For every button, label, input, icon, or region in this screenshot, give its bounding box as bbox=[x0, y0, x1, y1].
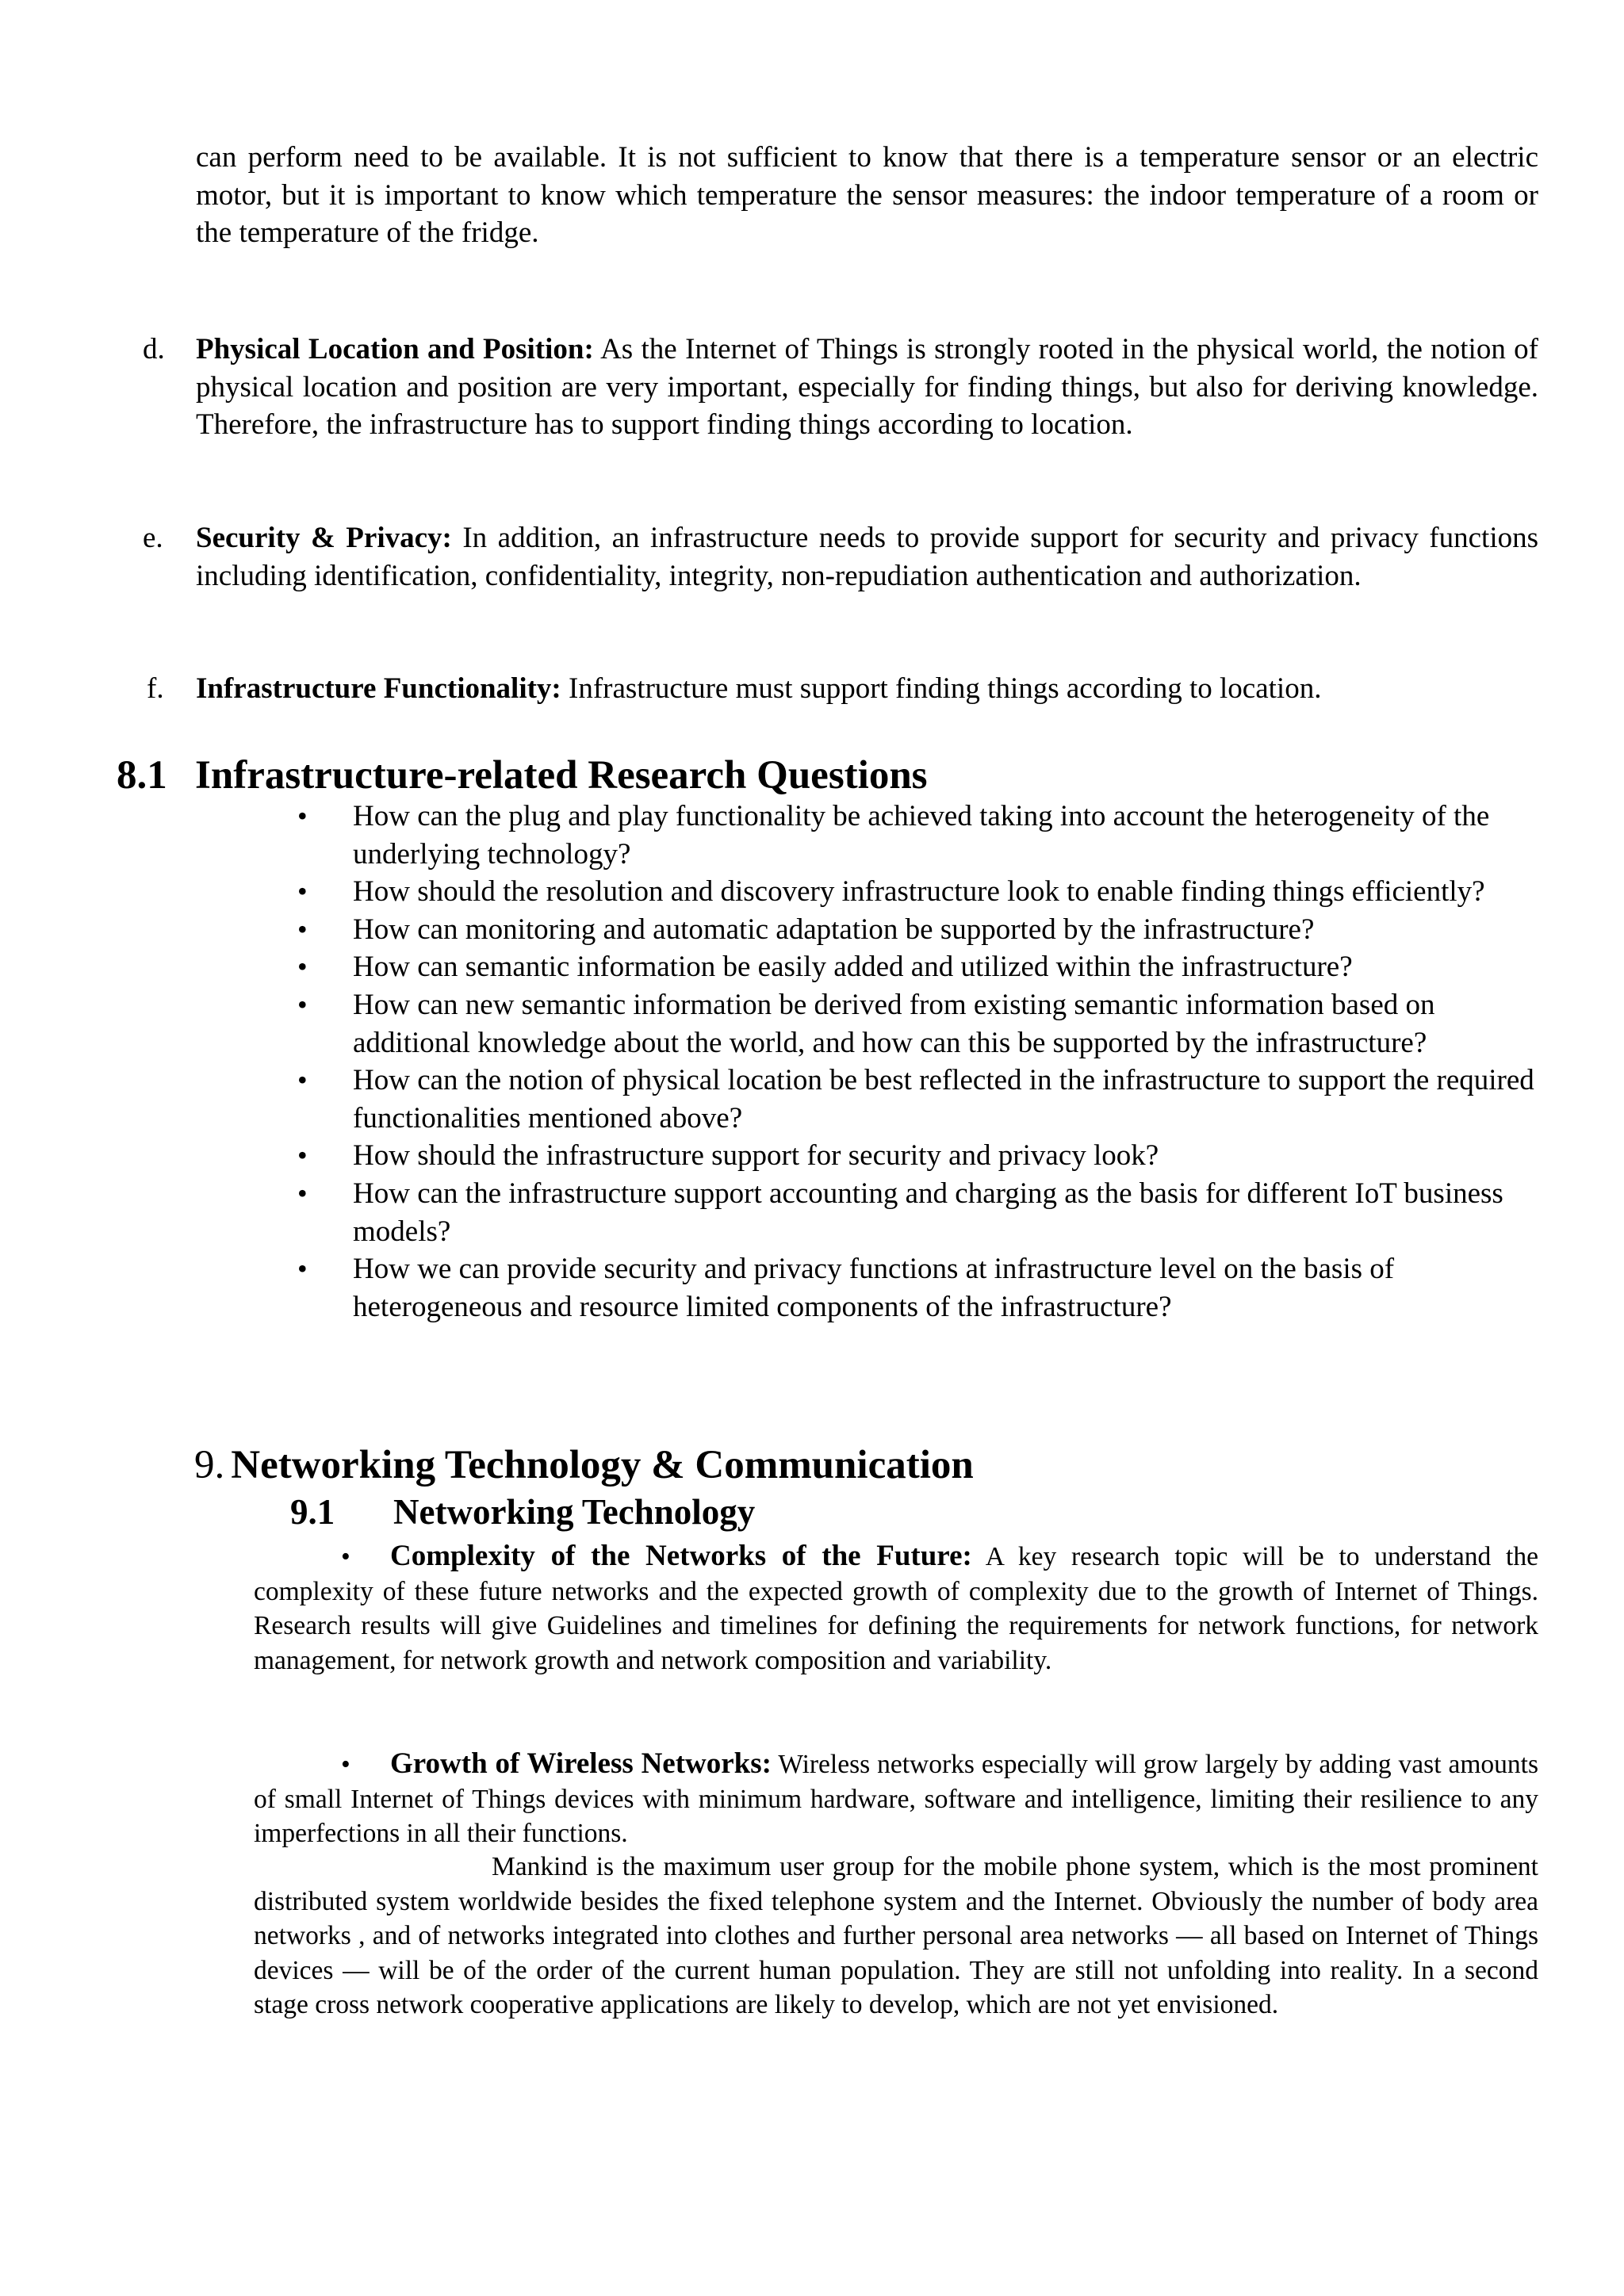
list-item: • How can monitoring and automatic adaptation be supported by the infrastructure? bbox=[353, 911, 1542, 949]
list-item: • How can the plug and play functionality be achieved taking into account the heterogeneity of the underlying technology? bbox=[353, 798, 1542, 873]
section-heading-9 bbox=[194, 1441, 974, 1489]
bullet-icon: • bbox=[297, 800, 308, 832]
bullet-icon: • bbox=[341, 1750, 350, 1779]
intro-text: can perform need to be available. It is not sufficient to know that there is a temperature sensor or an electric motor, but it is important to know which temperature the sensor measures: the indoor temperature of a room or the temperature of the fridge. bbox=[196, 141, 1538, 249]
section-number: 9. bbox=[194, 1443, 225, 1487]
list-item: • How should the resolution and discovery infrastructure look to enable finding things efficiently? bbox=[353, 873, 1542, 911]
bullet-icon: • bbox=[341, 1542, 350, 1571]
section-number: 8.1 bbox=[117, 753, 167, 798]
item-title: Growth of Wireless Networks: bbox=[390, 1747, 772, 1780]
networking-item bbox=[254, 1539, 1538, 1678]
intro-paragraph bbox=[196, 139, 1538, 252]
bullet-icon: • bbox=[297, 1139, 308, 1172]
section-heading-9-1 bbox=[290, 1490, 1004, 1533]
bullet-icon: • bbox=[297, 1253, 308, 1285]
requirement-body: Infrastructure must support finding things according to location. bbox=[569, 672, 1322, 705]
bullet-icon: • bbox=[297, 913, 308, 945]
list-item: • How can the infrastructure support accounting and charging as the basis for different IoT business models? bbox=[353, 1175, 1542, 1250]
list-item: • How should the infrastructure support for security and privacy look? bbox=[353, 1137, 1542, 1175]
bullet-icon: • bbox=[297, 988, 308, 1020]
requirement-title: Infrastructure Functionality: bbox=[196, 672, 561, 705]
requirement-title: Security & Privacy: bbox=[196, 522, 452, 554]
item-body: Wireless networks especially will grow largely by adding vast amounts of small Internet of Things devices with minimum hardware, software and intelligence, limiting their resilience to any imperfections in all their functions. bbox=[254, 1750, 1538, 1848]
bullet-icon: • bbox=[297, 1177, 308, 1209]
section-title: Infrastructure-related Research Questions bbox=[195, 753, 928, 798]
item-body: A key research topic will be to understand the complexity of these future networks and the expected growth of complexity due to the growth of Internet of Things. Research results will give Guidelines and timelines for defining the requirements for network functions, for network management, for network growth and network composition and variability. bbox=[254, 1542, 1538, 1675]
requirement-text bbox=[196, 331, 1538, 444]
research-questions-list bbox=[297, 798, 1542, 1326]
bullet-icon: • bbox=[297, 875, 308, 908]
bullet-icon: • bbox=[297, 1064, 308, 1096]
list-marker: f. bbox=[147, 672, 164, 705]
section-title: Networking Technology & Communication bbox=[231, 1443, 974, 1487]
list-item: • How can the notion of physical location be best reflected in the infrastructure to support the required functionalities mentioned above? bbox=[353, 1062, 1542, 1137]
requirement-text bbox=[196, 670, 1538, 708]
requirement-item bbox=[143, 331, 1538, 444]
list-marker: e. bbox=[143, 522, 163, 554]
networking-item-text bbox=[254, 1539, 1538, 1678]
requirement-title: Physical Location and Position: bbox=[196, 333, 594, 365]
item-title: Complexity of the Networks of the Future: bbox=[390, 1540, 972, 1572]
list-item: • How can semantic information be easily added and utilized within the infrastructure? bbox=[353, 948, 1542, 986]
section-title: Networking Technology bbox=[393, 1492, 756, 1532]
networking-item-text bbox=[254, 1747, 1538, 1851]
requirement-body: In addition, an infrastructure needs to provide support for security and privacy functions including identification, confidentiality, integrity, non-repudiation authentication and authorization. bbox=[196, 522, 1538, 592]
networking-followup-paragraph bbox=[254, 1850, 1538, 2022]
requirement-item bbox=[143, 519, 1538, 595]
bullet-icon: • bbox=[297, 951, 308, 983]
followup-text: Mankind is the maximum user group for the mobile phone system, which is the most prominent distributed system worldwide besides the fixed telephone system and the Internet. Obviously the number of body area networks , and of networks integrated into clothes and further personal area networks — all based on Internet of Things devices — will be of the order of the current human population. They are still not unfolding into reality. In a second stage cross network cooperative applications are likely to develop, which are not yet envisioned. bbox=[254, 1852, 1538, 2019]
networking-item bbox=[254, 1747, 1538, 1851]
requirement-item bbox=[147, 670, 1538, 708]
list-item: • How can new semantic information be derived from existing semantic information based on additional knowledge about the world, and how can this be supported by the infrastructure? bbox=[353, 986, 1542, 1062]
requirement-text bbox=[196, 519, 1538, 595]
requirement-body: As the Internet of Things is strongly rooted in the physical world, the notion of physical location and position are very important, especially for finding things, but also for deriving knowledge. Therefore, the infrastructure has to support finding things according to location. bbox=[196, 333, 1538, 441]
section-number: 9.1 bbox=[290, 1492, 335, 1532]
list-item: • How we can provide security and privacy functions at infrastructure level on the basis of heterogeneous and resource limited components of the infrastructure? bbox=[353, 1250, 1542, 1326]
section-heading-8-1 bbox=[117, 752, 1068, 799]
list-marker: d. bbox=[143, 333, 165, 365]
